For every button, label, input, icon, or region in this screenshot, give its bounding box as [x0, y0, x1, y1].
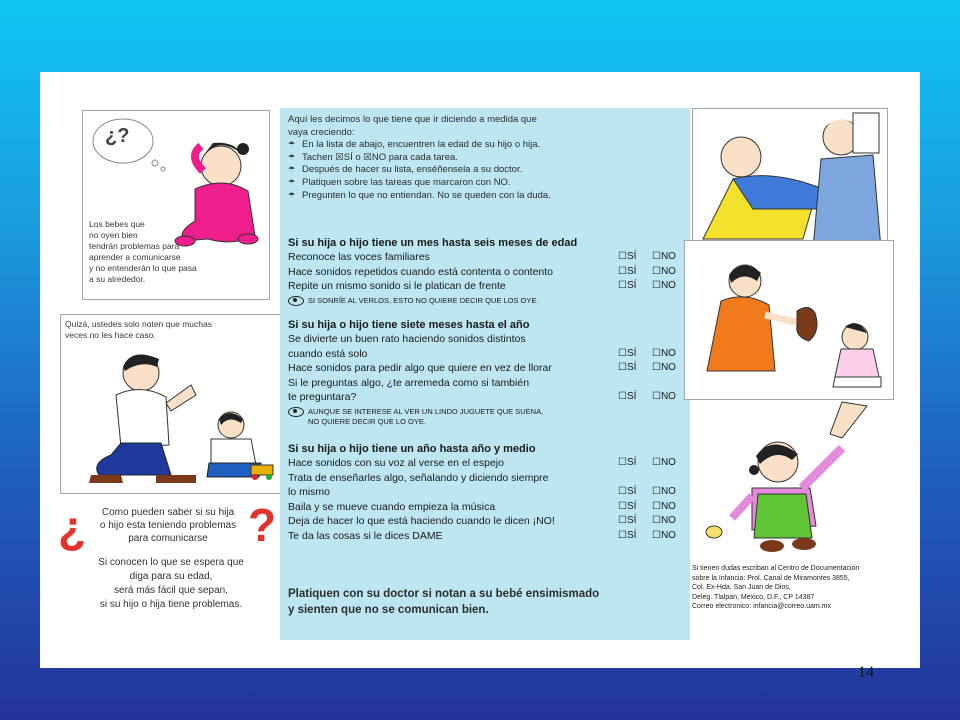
- brochure-page: [40, 72, 920, 668]
- answer-text-line: diga para su edad,: [129, 571, 213, 582]
- contact-line: Correo electronico: infancia@correo.uam.mx: [692, 603, 831, 610]
- checklist-item: Reconoce las voces familiares: [288, 251, 430, 263]
- baby-text-line: Los bebes que: [89, 219, 145, 229]
- girl-pointing-illustration: [692, 398, 888, 556]
- instruction-item: ☂ Después de hacer su lista, enséñensela a su doctor.: [288, 164, 684, 177]
- contact-text: [692, 564, 892, 612]
- checklist-row: [288, 529, 686, 544]
- checklist-item: [288, 332, 618, 361]
- item-text: Trata de enseñarles algo, señalando y diciendo siempre lo mismo: [288, 471, 549, 499]
- slide-number: 14: [858, 664, 874, 681]
- mother-teddy-illustration: [685, 241, 893, 399]
- checkbox-si[interactable]: ☐SÍ: [618, 265, 637, 277]
- checkbox-no[interactable]: ☐NO: [652, 457, 676, 468]
- checklist-item: Te da las cosas si le dices DAME: [288, 529, 443, 542]
- checkbox-no[interactable]: ☐NO: [652, 347, 676, 359]
- intro-line: vaya creciendo:: [288, 126, 355, 138]
- baby-panel: [82, 110, 270, 300]
- checklist-item: Baila y se mueve cuando empieza la música: [288, 500, 496, 513]
- checkbox-si[interactable]: ☐SÍ: [618, 486, 637, 498]
- footer-text: [288, 586, 684, 618]
- checklist-row: [288, 279, 686, 294]
- baby-text-line: tendrán problemas para: [89, 241, 180, 251]
- doctor-baby-illustration: [693, 109, 887, 249]
- checkbox-no[interactable]: ☐NO: [652, 529, 676, 541]
- checklist-item: Hace sonidos repetidos cuando está contenta o contento: [288, 265, 554, 278]
- checklist-panel: [280, 108, 690, 640]
- contact-line: Col. Ex-Hda. San Juan de Dios,: [692, 584, 791, 591]
- item-text: Si le preguntas algo, ¿te arremeda como si también te preguntara?: [288, 376, 530, 404]
- checkbox-no[interactable]: ☐NO: [652, 500, 676, 512]
- checkbox-si[interactable]: ☐SÍ: [618, 457, 637, 468]
- eye-icon: [288, 296, 304, 306]
- checkbox-si[interactable]: ☐SÍ: [618, 251, 637, 262]
- section-heading: Si su hija o hijo tiene un año hasta año y medio: [288, 443, 536, 455]
- checklist-row: [288, 376, 686, 405]
- checkbox-no[interactable]: ☐NO: [652, 391, 676, 403]
- checklist-item: Hace sonidos con su voz al verse en el espejo: [288, 457, 504, 469]
- checkbox-no[interactable]: ☐NO: [652, 515, 676, 527]
- instruction-item: ☂ Tachen ☒SÍ o ☒NO para cada tarea.: [288, 152, 684, 165]
- footer-line: Platiquen con su doctor si notan a su bebé ensimismado: [288, 588, 600, 600]
- checkbox-no[interactable]: ☐NO: [652, 265, 676, 277]
- eye-icon: [288, 407, 304, 417]
- answer-text-line: si su hijo o hija tiene problemas.: [99, 599, 243, 610]
- question-text: [86, 506, 250, 545]
- question-text-line: Como pueden saber si su hija: [101, 507, 235, 518]
- answer-text-line: Si conocen lo que se espera que: [98, 557, 244, 568]
- checkbox-si[interactable]: ☐SÍ: [618, 362, 637, 374]
- checklist-row: [288, 456, 686, 471]
- section-heading: Si su hija o hijo tiene siete meses hasta el año: [288, 319, 530, 331]
- checkbox-si[interactable]: ☐SÍ: [618, 391, 637, 403]
- intro-block: [288, 114, 684, 202]
- teddy-panel: [684, 240, 894, 400]
- checklist-row: [288, 514, 686, 529]
- girl-pointing-panel: [692, 398, 888, 558]
- answer-text-line: será más fácil que sepan,: [114, 585, 228, 596]
- answer-text: [64, 556, 278, 612]
- note-text: SI SONRÍE AL VERLOS, ESTO NO QUIERE DECIR QUE LOS OYE.: [308, 295, 539, 305]
- checklist-row: [288, 265, 686, 280]
- checklist-item: [288, 376, 618, 405]
- contact-line: Deleg. Tlalpan, Mexico, D.F., CP 14387: [692, 593, 815, 601]
- section-7-12-months: [288, 318, 686, 427]
- checkbox-no[interactable]: ☐NO: [652, 362, 676, 374]
- checkbox-si[interactable]: ☐SÍ: [618, 529, 637, 541]
- section-1-6-months: [288, 236, 686, 306]
- checklist-row: [288, 332, 686, 361]
- checkbox-si[interactable]: ☐SÍ: [618, 347, 637, 359]
- checklist-row: [288, 361, 686, 376]
- checkbox-no[interactable]: ☐NO: [652, 280, 676, 292]
- checklist-item: Hace sonidos para pedir algo que quiere en vez de llorar: [288, 362, 552, 375]
- checklist-item: Deja de hacer lo que está haciendo cuando le dicen ¡NO!: [288, 515, 555, 528]
- item-text: Se divierte un buen rato haciendo sonidos distintos cuando está solo: [288, 333, 526, 360]
- checkbox-no[interactable]: ☐NO: [652, 251, 676, 262]
- baby-text-line: aprender a comunicarse: [89, 252, 181, 262]
- note-text: [308, 407, 543, 427]
- instruction-item: ☂ Platiquen sobre las tareas que marcaron con NO.: [288, 177, 684, 190]
- baby-text-line: y no entenderán lo que pasa: [89, 263, 197, 273]
- parents-panel: [60, 314, 282, 494]
- baby-text-line: a su alrededor.: [89, 274, 146, 284]
- question-mark-close: ?: [248, 499, 277, 551]
- parents-text-line: veces no les hace caso.: [65, 330, 156, 340]
- parents-text-line: Quizá, ustedes solo noten que muchas: [65, 319, 212, 329]
- instruction-item: ☂ En la lista de abajo, encuentren la edad de su hijo o hija.: [288, 139, 684, 152]
- section-note: [288, 407, 686, 427]
- doctor-baby-panel: [692, 108, 888, 250]
- contact-line: sobre la Infancia: Prol. Canal de Miramontes 3855,: [692, 574, 850, 582]
- intro-line: Aquí les decimos lo que tiene que ir diciendo a medida que: [288, 114, 537, 125]
- checklist-row: [288, 471, 686, 500]
- thought-bubble-text: ¿?: [105, 125, 130, 147]
- footer-line: y sienten que no se comunican bien.: [288, 604, 489, 616]
- section-12-18-months: [288, 442, 686, 544]
- checklist-item: [288, 471, 618, 500]
- checkbox-si[interactable]: ☐SÍ: [618, 500, 637, 512]
- note-line: NO QUIERE DECIR QUE LO OYE.: [308, 416, 426, 426]
- checkbox-no[interactable]: ☐NO: [652, 486, 676, 498]
- baby-text: [89, 219, 239, 285]
- note-line: AUNQUE SE INTERESE AL VER UN LINDO JUGUETE QUE SUENA,: [308, 406, 544, 416]
- checkbox-si[interactable]: ☐SÍ: [618, 515, 637, 527]
- instruction-item: ☂ Pregunten lo que no entiendan. No se queden con la duda.: [288, 190, 684, 203]
- contact-line: Si tienen dudas escriban al Centro de Documentación: [692, 565, 860, 572]
- section-heading: Si su hija o hijo tiene un mes hasta seis meses de edad: [288, 237, 578, 249]
- question-mark-open: ¿: [58, 501, 87, 553]
- question-panel: [58, 499, 280, 622]
- father-child-illustration: [61, 315, 281, 493]
- section-note: [288, 296, 686, 306]
- checklist-item: Repite un mismo sonido si le platican de frente: [288, 280, 506, 293]
- checklist-row: [288, 500, 686, 515]
- question-text-line: para comunicarse: [128, 533, 208, 544]
- baby-text-line: no oyen bien: [89, 230, 138, 240]
- checklist-row: [288, 250, 686, 265]
- question-text-line: o hijo esta teniendo problemas: [99, 520, 237, 531]
- checkbox-si[interactable]: ☐SÍ: [618, 280, 637, 292]
